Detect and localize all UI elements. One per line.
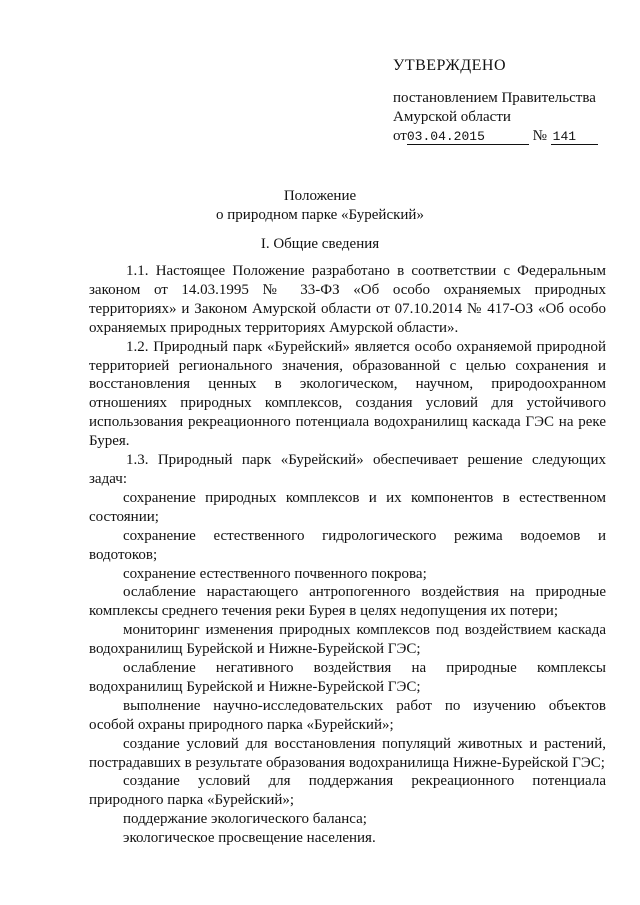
approval-authority-line2: Амурской области: [393, 109, 511, 125]
task-item: поддержание экологического баланса;: [123, 811, 367, 828]
task-item: создание условий для восстановления популяций животных и растений, пострадавших в результате образования водохранилища Нижне-Бурейской ГЭС;: [89, 735, 606, 771]
task-item: создание условий для поддержания рекреационного потенциала природного парка «Бурейский»;: [89, 773, 606, 809]
paragraph-1-1: 1.1. Настоящее Положение разработано в соответствии с Федеральным законом от 14.03.1995 № 33-ФЗ «Об особо охраняемых природных территориях» и Законом Амурской области от 07.10.2014 № 417-ОЗ «Об особо охраняемых природных территориях Амурской области».: [89, 263, 606, 336]
task-item: выполнение научно-исследовательских работ по изучению объектов особой охраны природного парка «Бурейский»;: [89, 697, 606, 733]
task-item: сохранение природных комплексов и их компонентов в естественном состоянии;: [89, 489, 606, 525]
approval-block: [393, 56, 613, 146]
document-title: Положение: [283, 188, 357, 204]
paragraph-1-3: 1.3. Природный парк «Бурейский» обеспечивает решение следующих задач:: [89, 452, 606, 487]
date-prefix: от: [393, 128, 407, 144]
document-subtitle: о природном парке «Бурейский»: [216, 207, 424, 223]
paragraph-1-2: 1.2. Природный парк «Бурейский» является особо охраняемой природной территорией регионального значения, образованной с целью сохранения и восстановления ценных в экологическом, научном, природоохранном отношениях природных комплексов, создания условий для устойчивого использования рекреационного потенциала водохранилищ каскада ГЭС на реке Бурея.: [89, 338, 606, 450]
document-body: [89, 262, 606, 848]
task-item: ослабление негативного воздействия на природные комплексы водохранилищ Бурейской и Нижне-Бурейской ГЭС;: [89, 660, 606, 695]
task-item: сохранение естественного почвенного покрова;: [123, 565, 427, 582]
approved-stamp-label: УТВЕРЖДЕНО: [393, 57, 507, 74]
approval-date-number-line: [393, 127, 613, 146]
approval-authority-line1: постановлением Правительства: [393, 90, 596, 106]
approval-number: 141: [551, 129, 598, 145]
task-item: экологическое просвещение населения.: [123, 830, 376, 847]
section-heading: I. Общие сведения: [260, 236, 380, 252]
approval-date: 03.04.2015: [407, 129, 529, 145]
task-item: ослабление нарастающего антропогенного воздействия на природные комплексы среднего течения реки Бурея в целях недопущения их потери;: [89, 584, 606, 620]
task-item: сохранение естественного гидрологического режима водоемов и водотоков;: [89, 527, 606, 563]
task-item: мониторинг изменения природных комплексов под воздействием каскада водохранилищ Бурейской и Нижне-Бурейской ГЭС;: [89, 622, 606, 658]
number-sign: №: [532, 128, 547, 144]
